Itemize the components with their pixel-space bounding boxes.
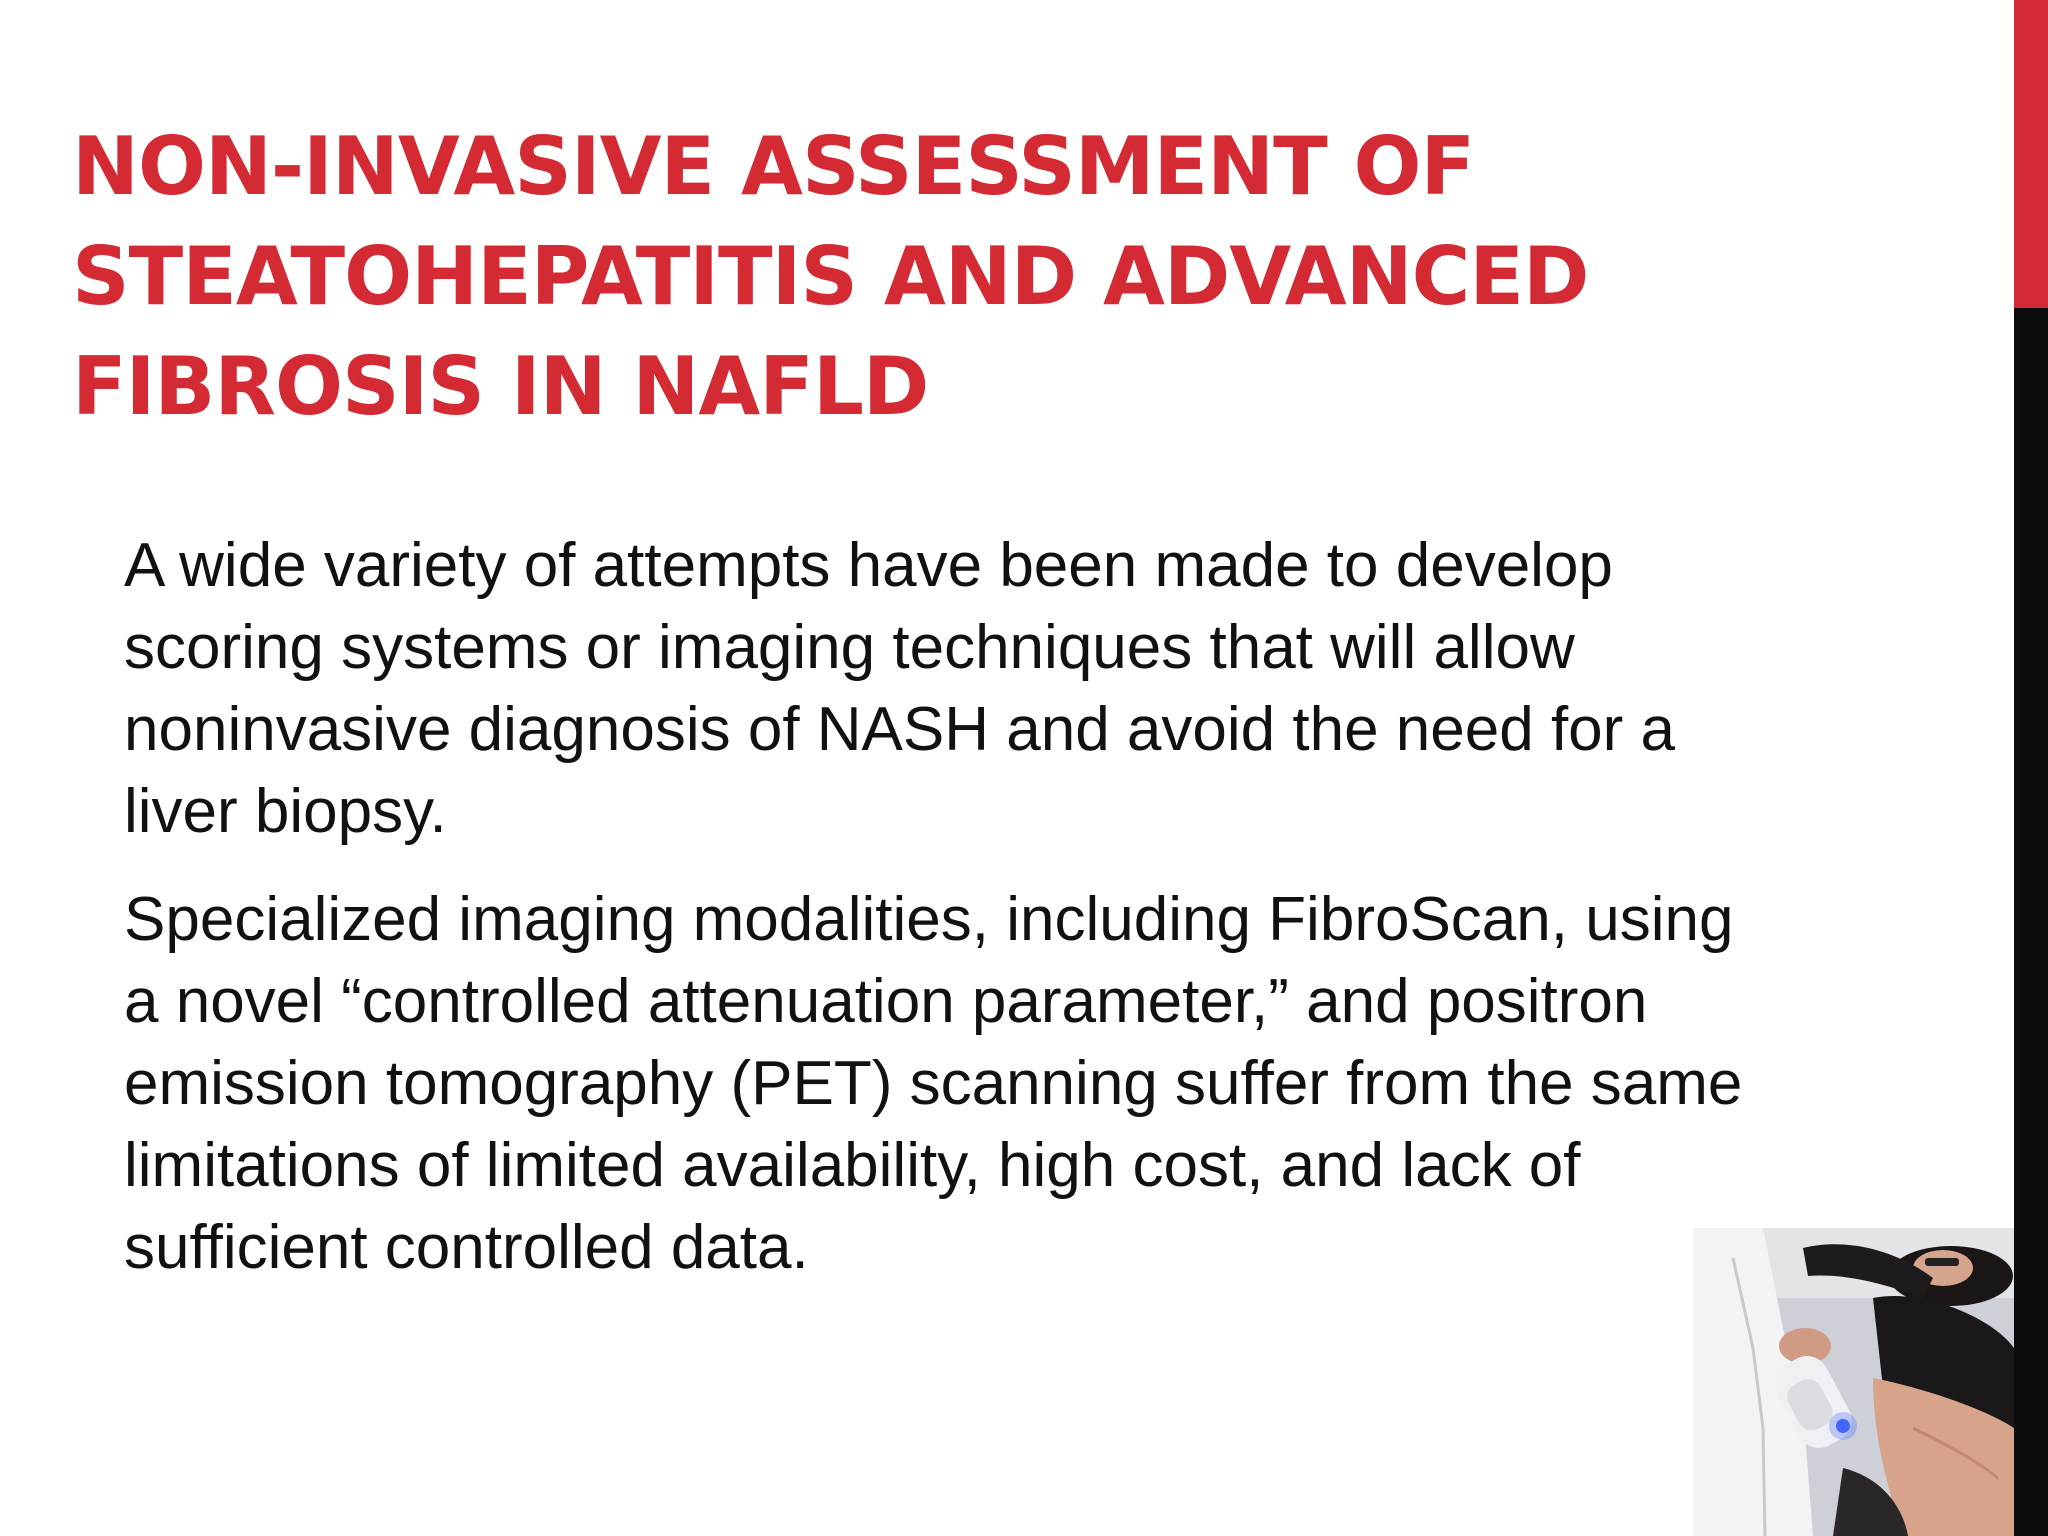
body-line: sufficient controlled data. [124,1213,809,1282]
paragraph-imaging [124,879,1944,1289]
paragraph-intro [124,525,1944,853]
title-line: STEATOHEPATITIS AND ADVANCED [72,230,1589,323]
body-line: A wide variety of attempts have been made to develop [124,531,1613,600]
title-line: NON-INVASIVE ASSESSMENT OF [72,120,1475,213]
accent-bar-red [2014,0,2048,308]
body-line: noninvasive diagnosis of NASH and avoid the need for a [124,695,1675,764]
body-line: a novel “controlled attenuation parameter,” and positron [124,967,1648,1036]
fibroscan-exam-illustration [1693,1228,2014,1536]
body-line: emission tomography (PET) scanning suffer from the same [124,1049,1743,1118]
fibroscan-exam-photo [1693,1228,2014,1536]
body-line: scoring systems or imaging techniques that will allow [124,613,1575,682]
body-line: Specialized imaging modalities, including FibroScan, using [124,885,1734,954]
accent-bar-black [2014,308,2048,1536]
body-line: limitations of limited availability, high cost, and lack of [124,1131,1581,1200]
slide-title [72,112,1972,442]
title-line: FIBROSIS IN NAFLD [72,340,929,433]
slide-body [124,525,1944,1315]
body-line: liver biopsy. [124,777,447,846]
